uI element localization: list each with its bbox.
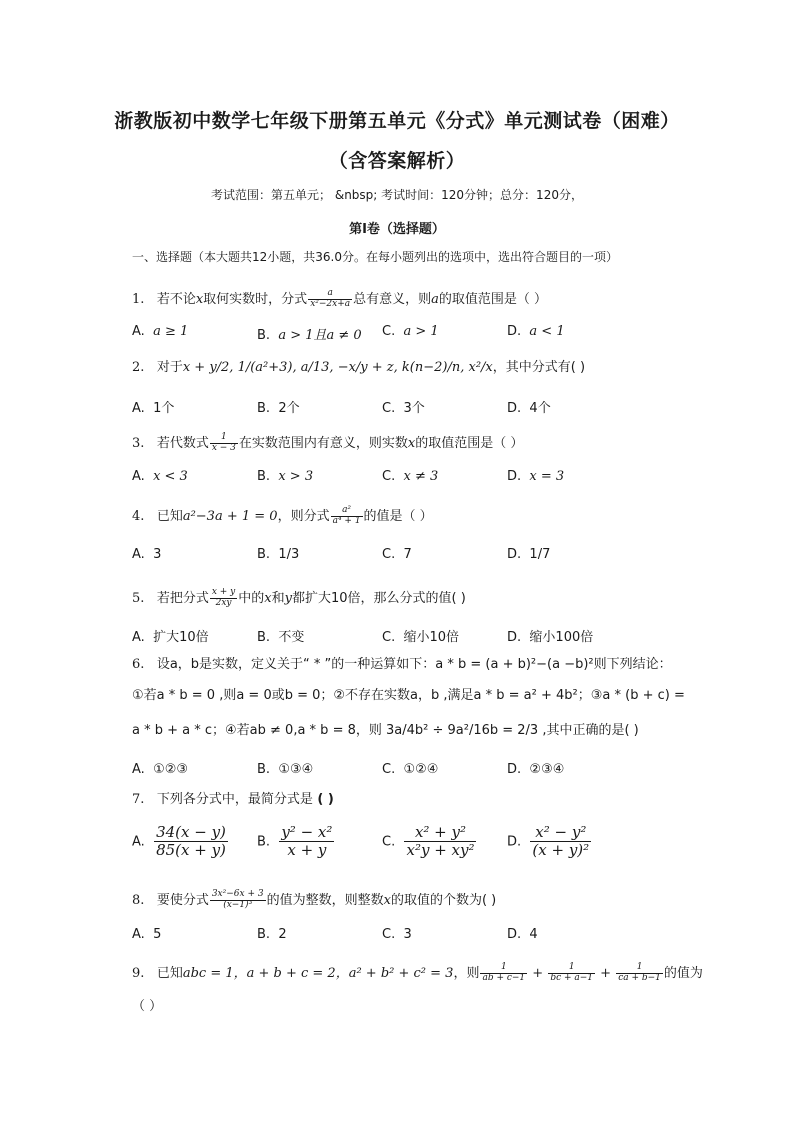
option-a[interactable]: A. 1个: [132, 401, 175, 416]
question-9-line-2: （ ）: [132, 999, 163, 1014]
fraction: $\frac{a}{\text{x²−2x+a}}$: [310, 288, 351, 309]
question-6-line-3: a * b + a * c；④若ab ≠ 0,a * b = 8，则 3a/4b² ÷ 9a²/16b = 2/3 ,其中正确的是( ): [132, 723, 639, 738]
option-c[interactable]: C. 7: [382, 547, 412, 562]
option-b[interactable]: B. ①③④: [257, 762, 314, 777]
question-6: 6. 设a，b是实数，定义关于“ * ”的一种运算如下：a * b = (a + b)²−(a −b)²则下列结论：: [132, 657, 672, 672]
option-c[interactable]: C. ①②④: [382, 762, 439, 777]
question-2: 2. 对于x + y/2, 1/(a²+3), a/13, −x/y + z, k(n−2)/n, x²/x，其中分式有( ): [132, 360, 586, 375]
question-1: 1. 若不论x取何实数时，分式 $\frac{a}{\text{x²−2x+a}}$ 总有意义，则a的取值范围是（ ）: [132, 288, 548, 309]
option-b[interactable]: B. 1/3: [257, 547, 300, 562]
option-c[interactable]: C. 缩小10倍: [382, 630, 460, 645]
option-a[interactable]: A. 3: [132, 547, 162, 562]
exam-info: 考试范围：第五单元； &nbsp; 考试时间：120分钟；总分：120分，: [211, 188, 583, 202]
option-b[interactable]: B. a > 1且a ≠ 0: [257, 328, 362, 343]
fraction: $\frac{\text{a²}}{\text{a⁴ + 1}}$: [332, 505, 361, 526]
question-7: 7. 下列各分式中，最简分式是 ( ): [132, 792, 334, 807]
instructions: 一、选择题（本大题共12小题，共36.0分。在每小题列出的选项中，选出符合题目的一项）: [132, 250, 618, 264]
question-5: 5. 若把分式 $\frac{x + y}{2xy}$ 中的x和y都扩大10倍，那么分式的值( ): [132, 587, 466, 608]
option-a[interactable]: A. $\frac{34(x - y)}{85(x + y)}$: [132, 823, 226, 860]
page-title: 浙教版初中数学七年级下册第五单元《分式》单元测试卷（困难）: [114, 110, 680, 132]
option-d[interactable]: D. $\frac{\text{x² − y²}}{\text{(x + y)²}}$: [507, 823, 590, 860]
page-subtitle: （含答案解析）: [328, 150, 466, 172]
option-c[interactable]: C. a > 1: [382, 324, 439, 339]
option-d[interactable]: D. 缩小100倍: [507, 630, 594, 645]
fraction: $\frac{1}{x - 3}$: [211, 432, 236, 453]
question-8: 8. 要使分式 $\frac{\text{3x²−6x + 3}}{\text{(x−1)³}}$ 的值为整数，则整数x的取值的个数为( ): [132, 889, 497, 910]
option-d[interactable]: D. 4: [507, 927, 538, 942]
option-c[interactable]: C. x ≠ 3: [382, 469, 439, 484]
option-a[interactable]: A. x < 3: [132, 469, 188, 484]
option-a[interactable]: A. 5: [132, 927, 162, 942]
option-a[interactable]: A. a ≥ 1: [132, 324, 189, 339]
option-b[interactable]: B. x > 3: [257, 469, 314, 484]
question-3: 3. 若代数式 $\frac{1}{x - 3}$ 在实数范围内有意义，则实数x的取值范围是（ ）: [132, 432, 524, 453]
option-b[interactable]: B. 不变: [257, 630, 305, 645]
option-a[interactable]: A. ①②③: [132, 762, 189, 777]
option-d[interactable]: D. 1/7: [507, 547, 551, 562]
option-b[interactable]: B. $\frac{\text{y² − x²}}{x + y}$: [257, 823, 333, 860]
option-b[interactable]: B. 2个: [257, 401, 300, 416]
option-c[interactable]: C. $\frac{\text{x² + y²}}{\text{x²y + xy²}}$: [382, 823, 475, 860]
option-d[interactable]: D. a < 1: [507, 324, 565, 339]
question-9: 9. 已知abc = 1，a + b + c = 2，a² + b² + c² = 3，则 $\frac{1}{ab + c-1}$ + $\frac{1}{bc + a-1}$ + $\frac{1}{ca + b-1}$ 的值为: [132, 962, 703, 983]
option-d[interactable]: D. ②③④: [507, 762, 565, 777]
option-c[interactable]: C. 3个: [382, 401, 425, 416]
option-d[interactable]: D. 4个: [507, 401, 551, 416]
section-title: 第I卷（选择题）: [349, 222, 445, 237]
question-6-line-2: ①若a * b = 0 ,则a = 0或b = 0；②不存在实数a，b ,满足a * b = a² + 4b²；③a * (b + c) =: [132, 688, 685, 703]
fraction: $\frac{x + y}{2xy}$: [211, 587, 236, 608]
option-d[interactable]: D. x = 3: [507, 469, 565, 484]
option-c[interactable]: C. 3: [382, 927, 412, 942]
fraction: $\frac{\text{3x²−6x + 3}}{\text{(x−1)³}}$: [211, 889, 264, 910]
question-4: 4. 已知a²−3a + 1 = 0，则分式 $\frac{\text{a²}}{\text{a⁴ + 1}}$ 的值是（ ）: [132, 505, 433, 526]
option-a[interactable]: A. 扩大10倍: [132, 630, 209, 645]
option-b[interactable]: B. 2: [257, 927, 287, 942]
